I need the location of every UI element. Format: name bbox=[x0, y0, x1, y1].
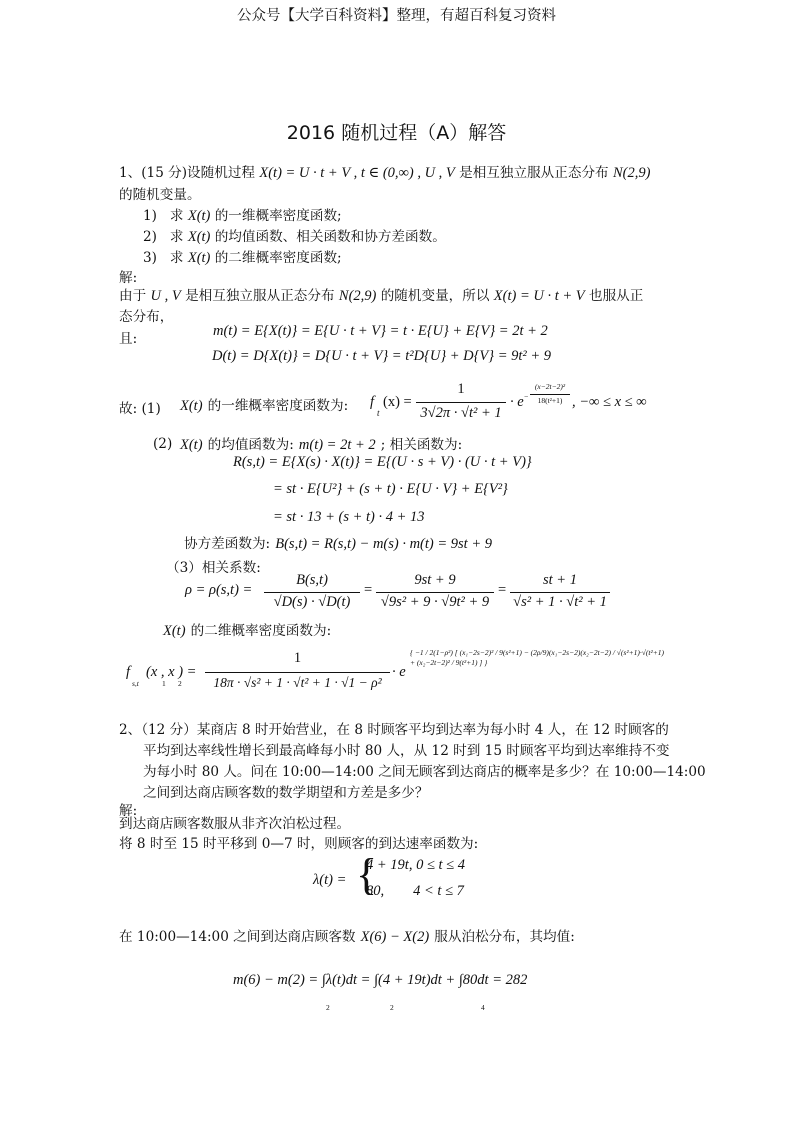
item-text: 的二维概率密度函数; bbox=[214, 250, 342, 266]
math: B(s,t) = R(s,t) − m(s) · m(t) = 9st + 9 bbox=[275, 536, 492, 552]
part2-text bbox=[180, 433, 462, 454]
text: 是相互独立服从正态分布 bbox=[185, 288, 335, 304]
rho-f2-den: √9s² + 9 · √9t² + 9 bbox=[380, 594, 490, 610]
density-lhs: f bbox=[370, 394, 375, 410]
density-exp-numerator: (x−2t−2)² bbox=[534, 382, 566, 391]
poisson-line bbox=[119, 925, 575, 946]
rho-eq2: = bbox=[498, 582, 507, 598]
q1-line2: 的随机变量。 bbox=[119, 187, 201, 203]
rho-f1-bar bbox=[264, 592, 360, 593]
joint-exponent: { −1 / 2(1−ρ²) [ (x₁−2s−2)² / 9(s²+1) − (2ρ/9)(x₁−2s−2)(x₂−2t−2) / √(s²+1)·√(t²+1) + (x₂−2t−2)² / 9(t²+1) ] } bbox=[410, 648, 665, 667]
text: ; 相关函数为: bbox=[380, 437, 463, 453]
joint-intro bbox=[163, 619, 331, 640]
brace: { bbox=[356, 850, 378, 899]
text: 的二维概率密度函数为: bbox=[190, 623, 332, 639]
q2-solution-line2: 将 8 时至 15 时平移到 0—7 时，则顾客的到达速率函数为: bbox=[119, 836, 479, 852]
math: X(t) = U · t + V bbox=[493, 288, 585, 304]
q1-solution-line2: 态分布， bbox=[119, 309, 174, 325]
joint-index-1: 1 bbox=[162, 679, 166, 688]
math: X(6) − X(2) bbox=[360, 929, 430, 945]
rho-f1-den: √D(s) · √D(t) bbox=[273, 594, 351, 610]
rate-case-1: 4 + 19t, 0 ≤ t ≤ 4 bbox=[366, 857, 466, 873]
q1-line1 bbox=[119, 161, 650, 182]
item-text: 求 bbox=[169, 250, 184, 266]
q2-line2: 平均到达率线性增长到最高峰每小时 80 人，从 12 时到 15 时顾客平均到达率维持不变 bbox=[143, 743, 670, 759]
correlation-line3: = st · 13 + (s + t) · 4 + 13 bbox=[273, 509, 425, 525]
math: m(t) = 2t + 2 bbox=[298, 437, 376, 453]
item-text: 求 bbox=[169, 229, 184, 245]
text: 的随机变量，所以 bbox=[380, 288, 490, 304]
item-symbol: X(t) bbox=[187, 208, 211, 224]
density-fraction-bar bbox=[416, 402, 506, 403]
integral-lower-2: 2 bbox=[390, 1003, 394, 1012]
item-number: 1) bbox=[143, 208, 157, 224]
part2-label: (2) bbox=[153, 436, 173, 452]
q1-desc: 是相互独立服从正态分布 bbox=[459, 165, 609, 181]
joint-args: (x , x ) = bbox=[146, 664, 197, 680]
item-text: 的一维概率密度函数; bbox=[214, 208, 342, 224]
item-text: 求 bbox=[169, 208, 184, 224]
density-range: , −∞ ≤ x ≤ ∞ bbox=[572, 394, 647, 410]
text: 协方差函数为: bbox=[184, 536, 271, 552]
text: 由于 bbox=[119, 288, 147, 304]
q1-dist: N(2,9) bbox=[612, 165, 651, 181]
q2-solution-label: 解: bbox=[119, 803, 138, 819]
math: X(t) bbox=[180, 398, 203, 414]
q1-process: X(t) = U · t + V , t ∈ (0,∞) , U , V bbox=[259, 165, 455, 181]
text: 也服从正 bbox=[588, 288, 644, 304]
math: N(2,9) bbox=[338, 288, 377, 304]
q2-solution-line1: 到达商店顾客数服从非齐次泊松过程。 bbox=[119, 816, 351, 832]
rho-eq1: = bbox=[364, 582, 373, 598]
rate-case-2: 80, 4 < t ≤ 7 bbox=[366, 883, 464, 899]
joint-numerator: 1 bbox=[293, 650, 302, 666]
q1-lead: 1、(15 分)设随机过程 bbox=[119, 165, 256, 181]
rho-lhs: ρ = ρ(s,t) = bbox=[185, 582, 253, 598]
density-exp-bar bbox=[530, 394, 570, 395]
correlation-line2: = st · E{U²} + (s + t) · E{U · V} + E{V²} bbox=[273, 481, 508, 497]
joint-exp-base: · e bbox=[392, 664, 406, 680]
q1-solution-line1 bbox=[119, 284, 643, 305]
rho-f3-num: st + 1 bbox=[543, 572, 577, 588]
page-header: 公众号【大学百科资料】整理，有超百科复习资料 bbox=[237, 8, 556, 24]
rho-f1-num: B(s,t) bbox=[296, 572, 328, 588]
q1-item-1 bbox=[143, 204, 342, 225]
text: 服从泊松分布，其均值: bbox=[434, 929, 575, 945]
q1-solution-label: 解: bbox=[119, 270, 138, 286]
integral-lower-3: 4 bbox=[481, 1003, 485, 1012]
joint-fraction-bar bbox=[205, 672, 390, 673]
joint-denominator: 18π · √s² + 1 · √t² + 1 · √1 − ρ² bbox=[213, 675, 382, 690]
q1-item-3 bbox=[143, 246, 342, 267]
text: 的均值函数为: bbox=[207, 437, 294, 453]
math: X(t) bbox=[180, 437, 203, 453]
density-exp-denominator: 18(t²+1) bbox=[537, 396, 563, 405]
math: X(t) bbox=[163, 623, 186, 639]
density-numerator: 1 bbox=[457, 381, 465, 397]
page-title: 2016 随机过程（A）解答 bbox=[286, 122, 507, 144]
text: 的一维概率密度函数为: bbox=[207, 398, 349, 414]
part1-label: 故: (1) bbox=[119, 401, 161, 417]
rho-f2-num: 9st + 9 bbox=[414, 572, 456, 588]
q1-item-2 bbox=[143, 225, 446, 246]
q2-line3: 为每小时 80 人。问在 10:00—14:00 之间无顾客到达商店的概率是多少？在 10:00—14:00 bbox=[143, 764, 706, 780]
text: 在 10:00—14:00 之间到达商店顾客数 bbox=[119, 929, 356, 945]
equation-mean: m(t) = E{X(t)} = E{U · t + V} = t · E{U} + E{V} = 2t + 2 bbox=[213, 323, 548, 339]
rho-f3-bar bbox=[510, 592, 610, 593]
q2-line1: 2、（12 分）某商店 8 时开始营业，在 8 时顾客平均到达率为每小时 4 人，在 12 时顾客的 bbox=[119, 722, 669, 738]
correlation-line1: R(s,t) = E{X(s) · X(t)} = E{(U · s + V) · (U · t + V)} bbox=[233, 454, 532, 470]
item-text: 的均值函数、相关函数和协方差函数。 bbox=[214, 229, 446, 245]
joint-lhs-sub: s,t bbox=[132, 679, 139, 688]
part1-text bbox=[180, 394, 348, 415]
equation-variance: D(t) = D{X(t)} = D{U · t + V} = t²D{U} + D{V} = 9t² + 9 bbox=[212, 348, 552, 364]
q2-line4: 之间到达商店顾客数的数学期望和方差是多少？ bbox=[143, 785, 429, 801]
item-symbol: X(t) bbox=[187, 250, 211, 266]
math: U , V bbox=[150, 288, 181, 304]
covariance-line bbox=[184, 532, 492, 553]
q1-solution-line3: 且: bbox=[119, 331, 138, 347]
joint-lhs: f bbox=[126, 664, 131, 680]
part3-label: （3）相关系数: bbox=[166, 560, 261, 576]
density-exp-base: · e bbox=[510, 394, 524, 410]
rho-f2-bar bbox=[376, 592, 494, 593]
density-exp-sign: − bbox=[524, 392, 529, 401]
integral-equation: m(6) − m(2) = ∫λ(t)dt = ∫(4 + 19t)dt + ∫80dt = 282 bbox=[233, 972, 528, 988]
rate-lhs: λ(t) = bbox=[313, 872, 347, 888]
rho-f3-den: √s² + 1 · √t² + 1 bbox=[513, 594, 607, 610]
density-lhs-arg: (x) = bbox=[383, 394, 412, 410]
item-number: 3) bbox=[143, 250, 157, 266]
joint-index-2: 2 bbox=[178, 679, 182, 688]
item-number: 2) bbox=[143, 229, 157, 245]
density-lhs-sub: t bbox=[377, 408, 380, 418]
integral-lower-1: 2 bbox=[326, 1003, 330, 1012]
density-denominator: 3√2π · √t² + 1 bbox=[420, 405, 502, 421]
item-symbol: X(t) bbox=[187, 229, 211, 245]
